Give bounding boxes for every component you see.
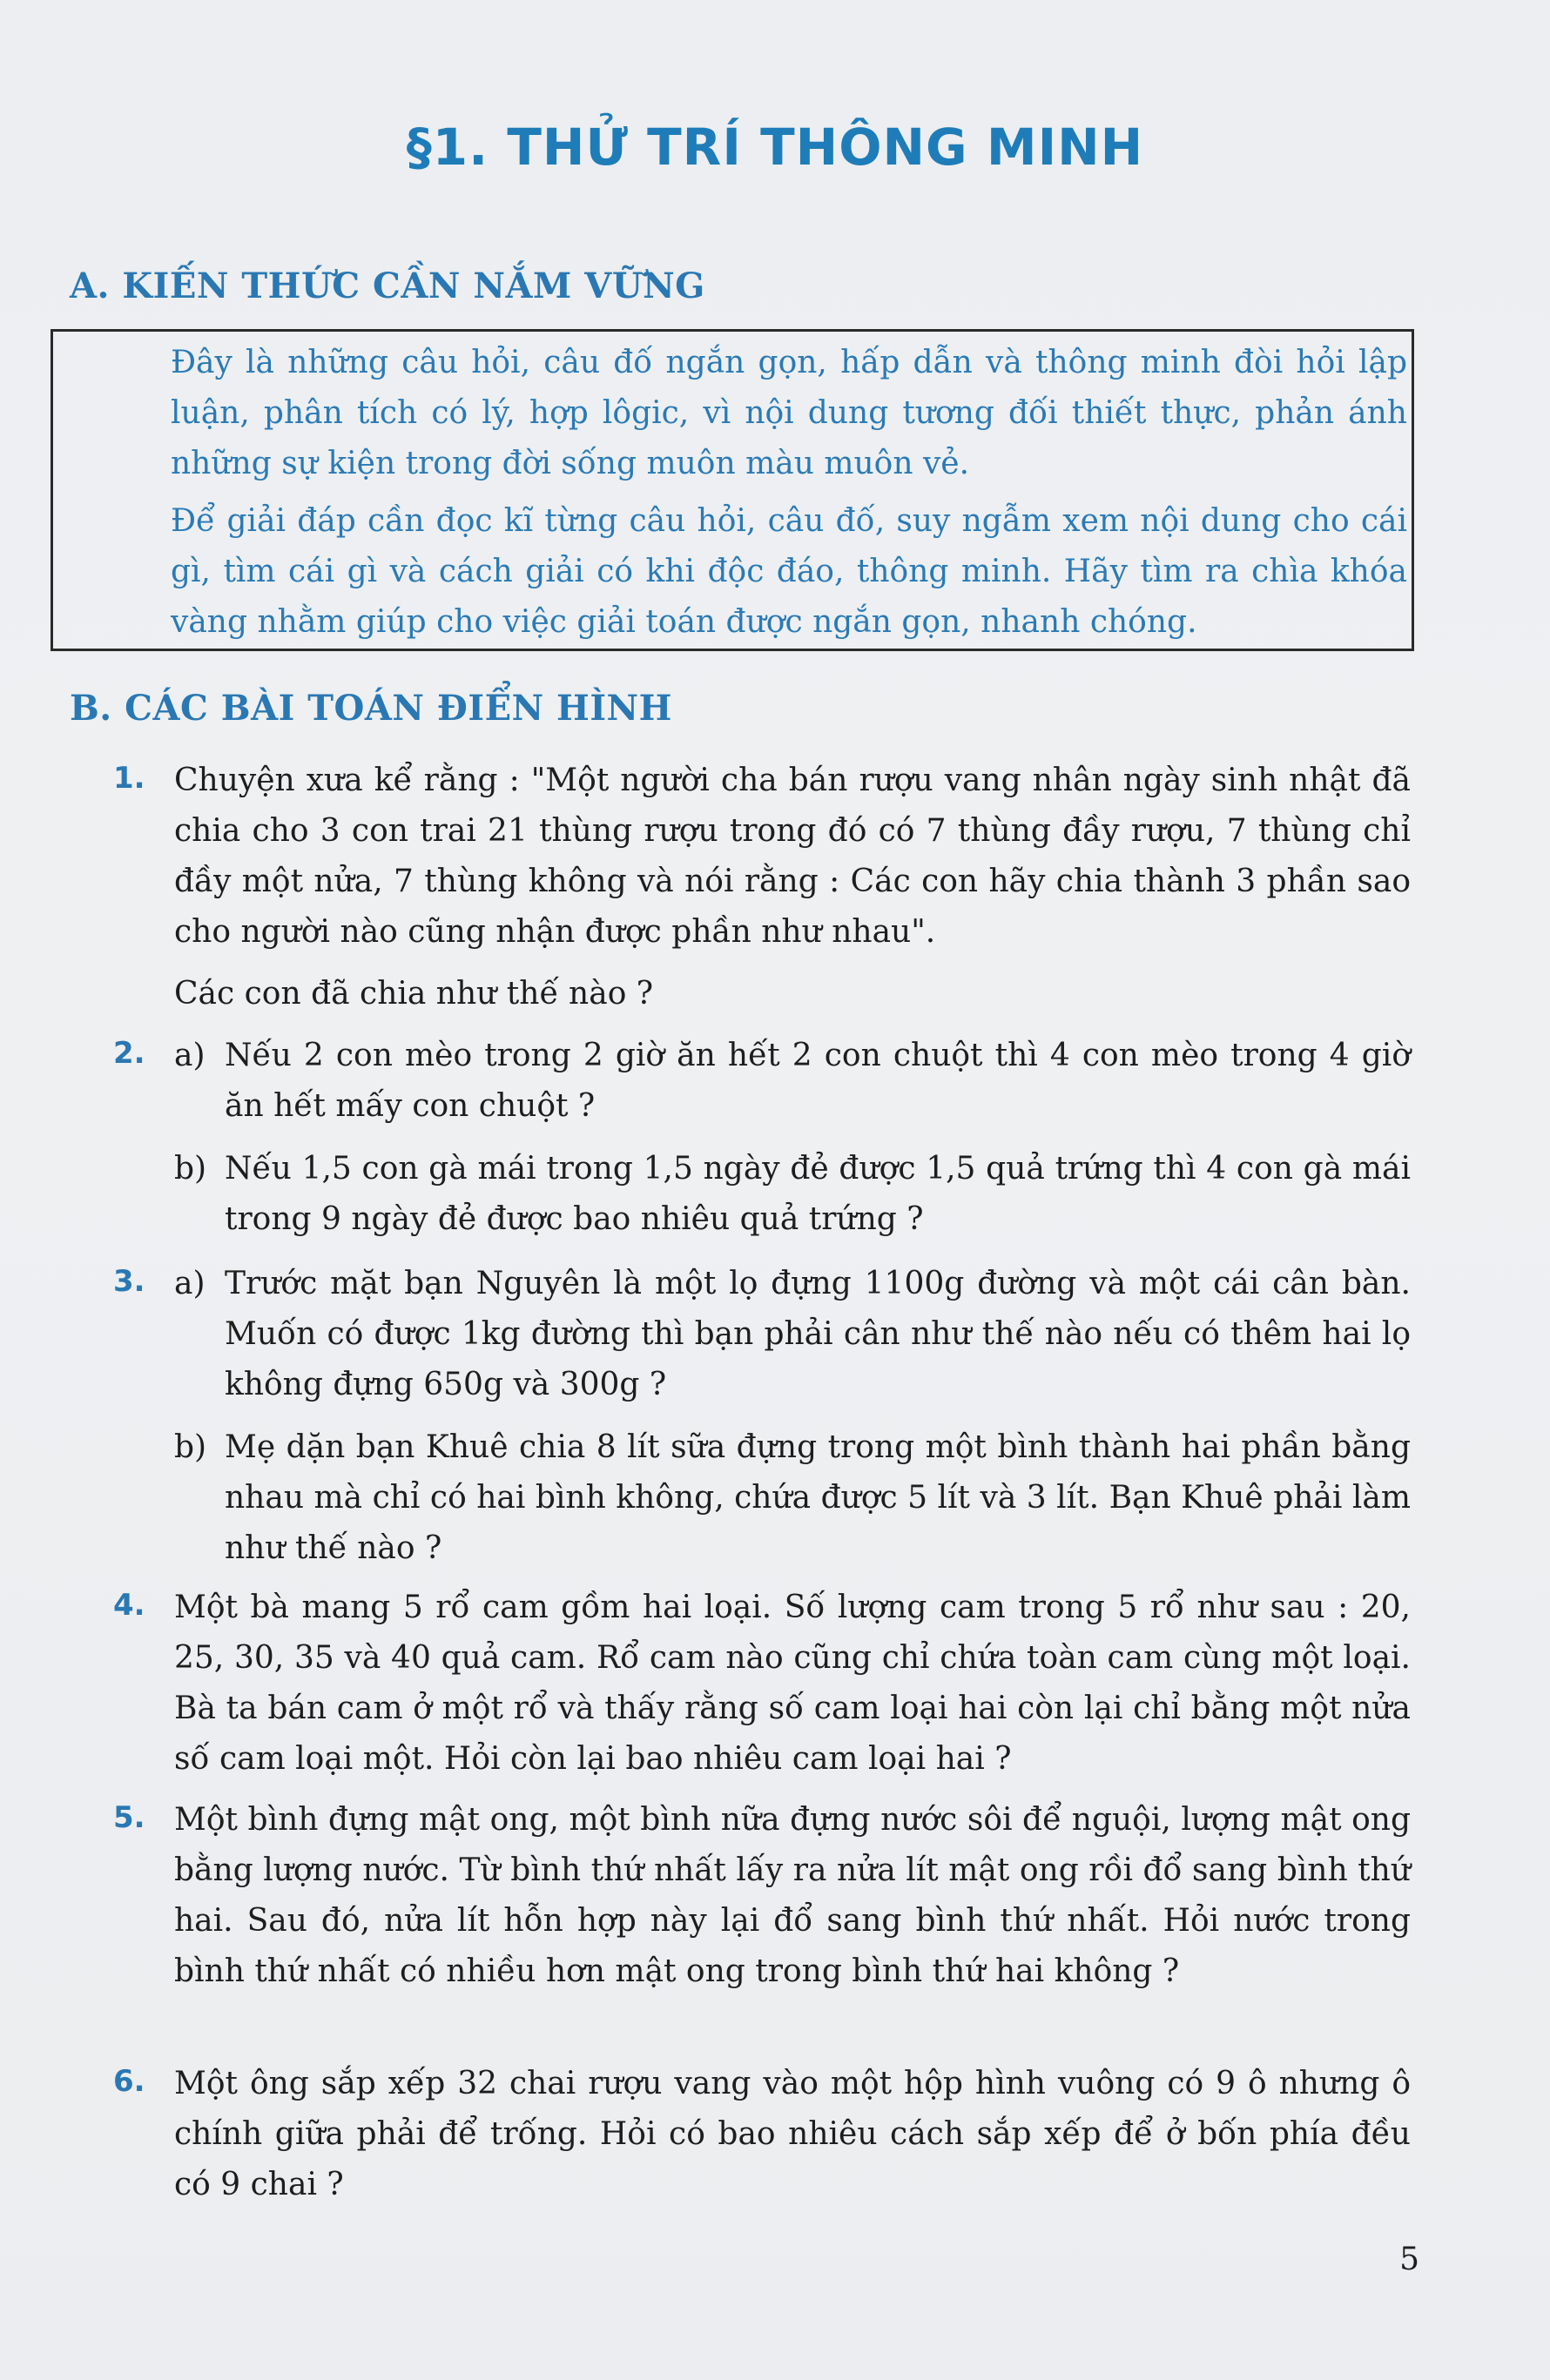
part-text: Mẹ dặn bạn Khuê chia 8 lít sữa đựng trong một bình thành hai phần bằng nhau mà chỉ có hai bình không, chứa được 5 lít và 3 lít. Bạn Khuê phải làm như thế nào ? (225, 1429, 1411, 1566)
part-text: Trước mặt bạn Nguyên là một lọ đựng 1100g đường và một cái cân bàn. Muốn có được 1kg đường thì bạn phải cân như thế nào nếu có thêm hai lọ không đựng 650g và 300g ? (225, 1266, 1411, 1402)
problem-number: 3. (113, 1264, 145, 1299)
page-number: 5 (1399, 2242, 1419, 2277)
part-label: b) (174, 1151, 207, 1187)
problem-number: 1. (113, 761, 145, 796)
problem-text: Một bình đựng mật ong, một bình nữa đựng nước sôi để nguội, lượng mật ong bằng lượng nước. Từ bình thứ nhất lấy ra nửa lít mật ong rồi đổ sang bình thứ hai. Sau đó, nửa lít hỗn hợp này lại đổ sang bình thứ nhất. Hỏi nước trong bình thứ nhất có nhiều hơn mật ong trong bình thứ hai không ? (174, 1802, 1411, 1989)
problem-number: 2. (113, 1036, 145, 1071)
problem-number: 6. (113, 2064, 145, 2099)
section-a-heading: A. KIẾN THỨC CẦN NẮM VỮNG (70, 266, 705, 306)
section-b-heading: B. CÁC BÀI TOÁN ĐIỂN HÌNH (70, 688, 672, 729)
problem-number: 4. (113, 1588, 145, 1623)
problem-text: Một bà mang 5 rổ cam gồm hai loại. Số lượng cam trong 5 rổ như sau : 20, 25, 30, 35 và 40 quả cam. Rổ cam nào cũng chỉ chứa toàn cam cùng một loại. Bà ta bán cam ở một rổ và thấy rằng số cam loại hai còn lại chỉ bằng một nửa số cam loại một. Hỏi còn lại bao nhiêu cam loại hai ? (174, 1590, 1411, 1777)
knowledge-paragraph-1: Đây là những câu hỏi, câu đố ngắn gọn, hấp dẫn và thông minh đòi hỏi lập luận, phân tích có lý, hợp lôgic, vì nội dung tương đối thiết thực, phản ánh những sự kiện trong đời sống muôn màu muôn vẻ. (171, 345, 1407, 481)
part-label: a) (174, 1266, 206, 1301)
knowledge-paragraph-2: Để giải đáp cần đọc kĩ từng câu hỏi, câu đố, suy ngẫm xem nội dung cho cái gì, tìm cái gì và cách giải có khi độc đáo, thông minh. Hãy tìm ra chìa khóa vàng nhằm giúp cho việc giải toán được ngắn gọn, nhanh chóng. (171, 503, 1407, 640)
problem-question: Các con đã chia như thế nào ? (174, 976, 654, 1012)
problem-text: Một ông sắp xếp 32 chai rượu vang vào một hộp hình vuông có 9 ô nhưng ô chính giữa phải để trống. Hỏi có bao nhiêu cách sắp xếp để ở bốn phía đều có 9 chai ? (174, 2066, 1411, 2202)
part-text: Nếu 1,5 con gà mái trong 1,5 ngày đẻ được 1,5 quả trứng thì 4 con gà mái trong 9 ngày đẻ được bao nhiêu quả trứng ? (225, 1151, 1411, 1237)
part-label: b) (174, 1429, 207, 1465)
part-label: a) (174, 1038, 206, 1073)
chapter-title: §1. THỬ TRÍ THÔNG MINH (406, 118, 1144, 177)
problem-text: Chuyện xưa kể rằng : "Một người cha bán rượu vang nhân ngày sinh nhật đã chia cho 3 con trai 21 thùng rượu trong đó có 7 thùng đầy rượu, 7 thùng chỉ đầy một nửa, 7 thùng không và nói rằng : Các con hãy chia thành 3 phần sao cho người nào cũng nhận được phần như nhau". (174, 763, 1411, 950)
problem-number: 5. (113, 1800, 145, 1835)
part-text: Nếu 2 con mèo trong 2 giờ ăn hết 2 con chuột thì 4 con mèo trong 4 giờ ăn hết mấy con chuột ? (225, 1038, 1411, 1124)
